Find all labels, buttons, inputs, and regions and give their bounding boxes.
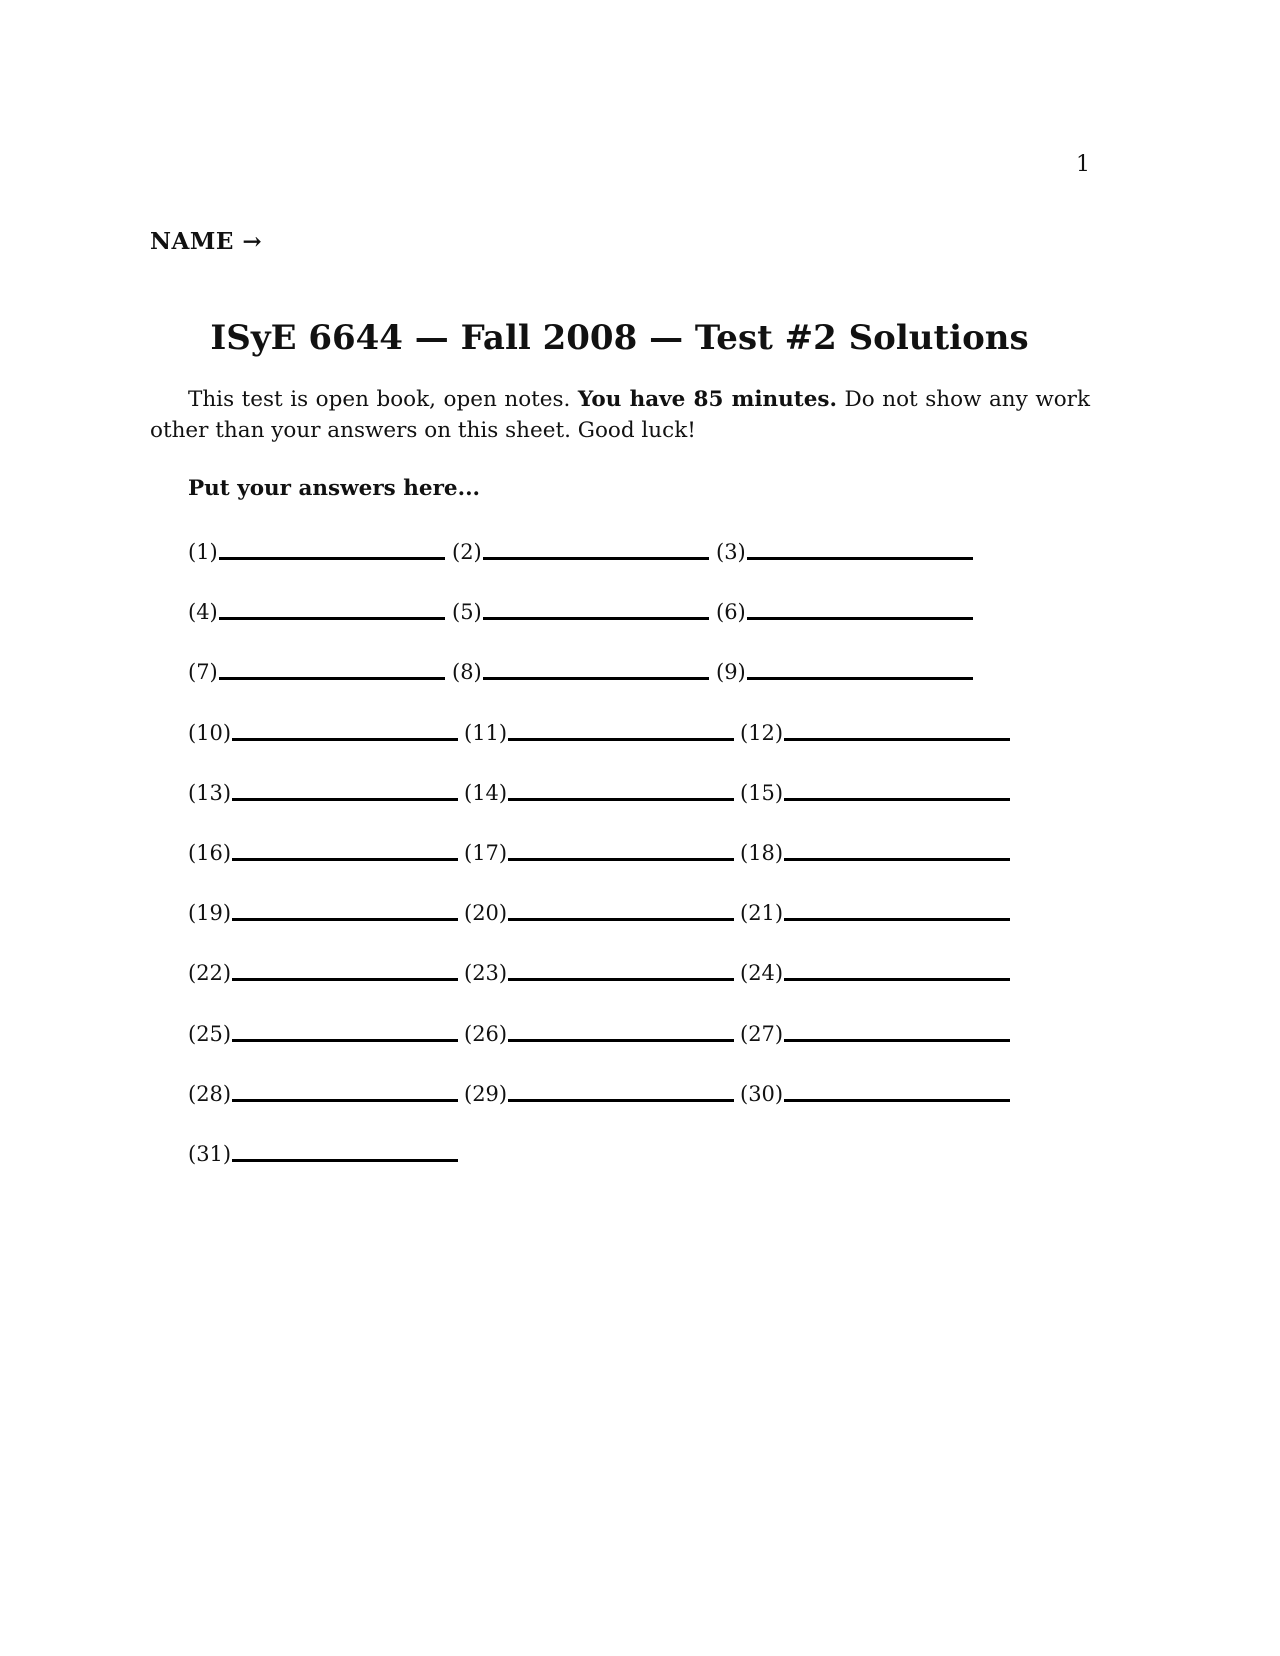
answer-line[interactable]	[483, 677, 709, 680]
answer-label: (2)	[452, 540, 482, 564]
answer-line[interactable]	[232, 1039, 458, 1042]
answer-label: (11)	[464, 720, 508, 745]
answer-blank-20[interactable]	[464, 901, 734, 925]
answer-blank-19[interactable]	[188, 901, 458, 925]
answer-label: (20)	[464, 901, 508, 926]
answer-blank-12[interactable]	[740, 721, 1010, 745]
answer-label: (26)	[464, 1021, 508, 1046]
answer-label: (24)	[740, 961, 784, 986]
answer-label: (19)	[188, 901, 232, 926]
answer-label: (14)	[464, 780, 508, 805]
answer-line[interactable]	[508, 1039, 734, 1042]
answer-label: (25)	[188, 1021, 232, 1046]
answer-blank-16[interactable]	[188, 841, 458, 865]
answer-line[interactable]	[219, 617, 445, 620]
name-label: NAME →	[150, 228, 263, 255]
answer-blank-9[interactable]	[716, 660, 973, 684]
answer-line[interactable]	[219, 677, 445, 680]
answer-line[interactable]	[232, 738, 458, 741]
answer-blank-31[interactable]	[188, 1142, 458, 1166]
answer-blank-10[interactable]	[188, 721, 458, 745]
answer-line[interactable]	[747, 557, 973, 560]
answer-blank-30[interactable]	[740, 1082, 1010, 1106]
answer-label: (31)	[188, 1142, 232, 1166]
answer-label: (7)	[188, 660, 218, 685]
answer-blank-5[interactable]	[452, 600, 709, 624]
answer-line[interactable]	[747, 617, 973, 620]
answer-blank-2[interactable]	[452, 540, 709, 564]
page-number: 1	[1076, 152, 1090, 177]
answer-line[interactable]	[784, 978, 1010, 981]
answer-label: (3)	[716, 540, 746, 564]
answer-line[interactable]	[232, 918, 458, 921]
answer-label: (16)	[188, 841, 232, 865]
answer-blank-27[interactable]	[740, 1022, 1010, 1046]
answer-line[interactable]	[219, 557, 445, 560]
answer-blank-18[interactable]	[740, 841, 1010, 865]
answer-blank-13[interactable]	[188, 781, 458, 805]
answer-blank-4[interactable]	[188, 600, 445, 624]
answer-blank-28[interactable]	[188, 1082, 458, 1106]
answer-blank-3[interactable]	[716, 540, 973, 564]
answers-heading: Put your answers here...	[188, 476, 481, 501]
answer-line[interactable]	[784, 918, 1010, 921]
page-title: ISyE 6644 — Fall 2008 — Test #2 Solutions	[210, 318, 1029, 358]
answer-line[interactable]	[508, 1099, 734, 1102]
answer-blank-1[interactable]	[188, 540, 445, 564]
answer-blank-23[interactable]	[464, 961, 734, 985]
answer-line[interactable]	[232, 798, 458, 801]
answer-label: (17)	[464, 841, 508, 865]
answer-blank-7[interactable]	[188, 660, 445, 684]
answer-label: (1)	[188, 540, 218, 564]
answer-blank-17[interactable]	[464, 841, 734, 865]
answer-label: (15)	[740, 780, 784, 805]
answer-label: (23)	[464, 961, 508, 986]
answer-line[interactable]	[784, 738, 1010, 741]
answer-label: (8)	[452, 660, 482, 685]
answer-line[interactable]	[508, 978, 734, 981]
answer-line[interactable]	[232, 1099, 458, 1102]
answer-blank-21[interactable]	[740, 901, 1010, 925]
answer-blank-26[interactable]	[464, 1022, 734, 1046]
answer-label: (5)	[452, 600, 482, 625]
answer-label: (9)	[716, 660, 746, 685]
answer-label: (6)	[716, 600, 746, 625]
answer-label: (18)	[740, 841, 784, 865]
answer-label: (13)	[188, 780, 232, 805]
answer-label: (21)	[740, 901, 784, 926]
answer-label: (29)	[464, 1081, 508, 1106]
answer-label: (30)	[740, 1081, 784, 1106]
instructions-paragraph	[150, 384, 1090, 446]
answer-blank-22[interactable]	[188, 961, 458, 985]
answer-blank-6[interactable]	[716, 600, 973, 624]
answer-blank-15[interactable]	[740, 781, 1010, 805]
answer-label: (22)	[188, 961, 232, 986]
answer-line[interactable]	[232, 1159, 458, 1162]
answer-line[interactable]	[508, 858, 734, 861]
instructions-text-1: This test is open book, open notes.	[188, 387, 578, 412]
answer-line[interactable]	[232, 858, 458, 861]
answer-line[interactable]	[784, 858, 1010, 861]
answer-line[interactable]	[508, 798, 734, 801]
answer-line[interactable]	[508, 738, 734, 741]
answer-blank-25[interactable]	[188, 1022, 458, 1046]
answer-blank-8[interactable]	[452, 660, 709, 684]
time-limit-text: You have 85 minutes.	[577, 387, 837, 412]
answer-line[interactable]	[232, 978, 458, 981]
answer-line[interactable]	[784, 1039, 1010, 1042]
answer-label: (10)	[188, 720, 232, 745]
answer-blank-24[interactable]	[740, 961, 1010, 985]
answer-blank-29[interactable]	[464, 1082, 734, 1106]
answer-line[interactable]	[784, 798, 1010, 801]
answer-label: (12)	[740, 720, 784, 745]
answer-blank-11[interactable]	[464, 721, 734, 745]
answer-label: (28)	[188, 1081, 232, 1106]
answer-line[interactable]	[747, 677, 973, 680]
answer-line[interactable]	[784, 1099, 1010, 1102]
answer-blank-14[interactable]	[464, 781, 734, 805]
answer-label: (4)	[188, 600, 218, 625]
answer-label: (27)	[740, 1021, 784, 1046]
answer-line[interactable]	[483, 557, 709, 560]
answer-line[interactable]	[508, 918, 734, 921]
answer-line[interactable]	[483, 617, 709, 620]
instructions-text-2: Do not show any work other than your answers on this sheet. Good luck!	[150, 387, 1090, 443]
